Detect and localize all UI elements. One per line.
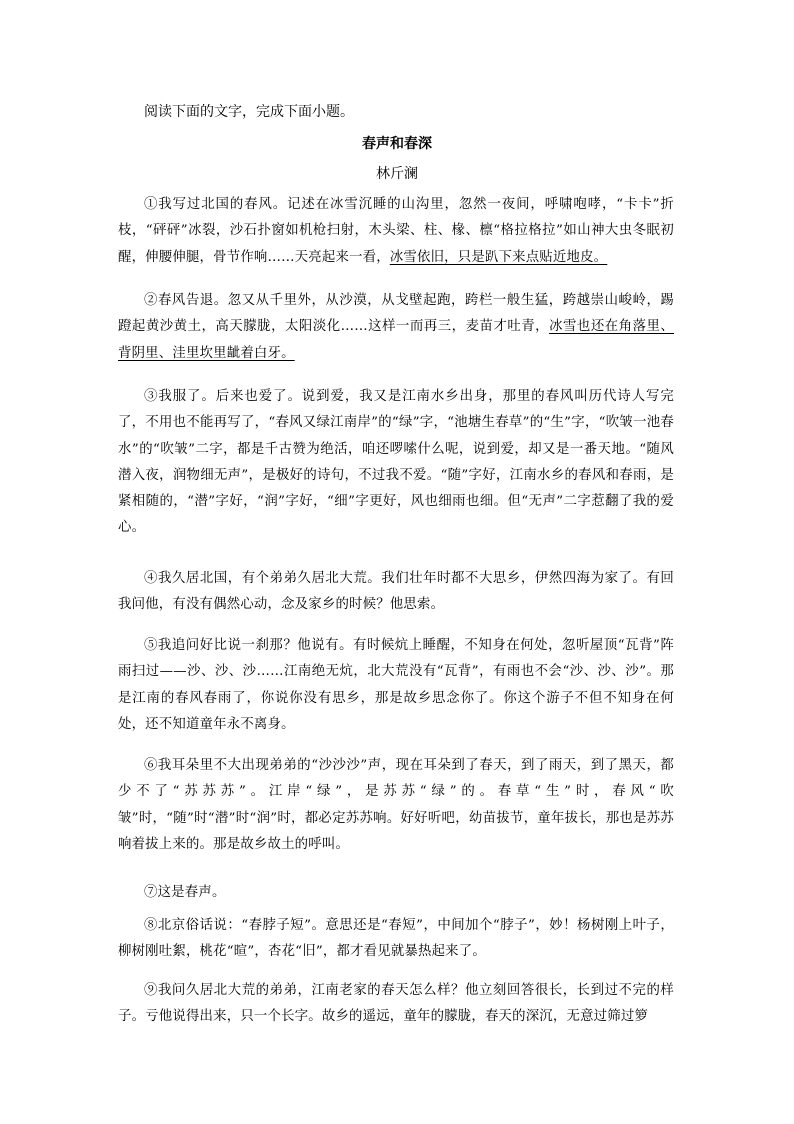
paragraph-8: ⑧北京俗话说：“春脖子短”。意思还是“春短”，中间加个“脖子”，妙！杨树刚上叶子，柳树刚吐絮，桃花“暄”，杏花“旧”，都才看见就暴热起来了。 bbox=[118, 918, 674, 960]
paragraph-9: ⑨我问久居北大荒的弟弟，江南老家的春天怎么样？他立刻回答很长，长到过不完的样子。亏他说得出来，只一个长字。故乡的遥远，童年的朦胧，春天的深沉，无意过筛过箩 bbox=[118, 983, 674, 1025]
paragraph-1: ①我写过北国的春风。记述在冰雪沉睡的山沟里，忽然一夜间，呼啸咆哮，“卡卡”折枝，“砰砰”冰裂，沙石扑窗如机枪扫射，木头梁、柱、椽、檩“格拉格拉”如山神大虫冬眠初醒，伸腰伸腿，骨节作响……天亮起来一看，冰雪依旧，只是趴下来点贴近地皮。 bbox=[118, 197, 674, 265]
article-author: 林斤澜 bbox=[376, 166, 418, 182]
paragraph-6: ⑥我耳朵里不大出现弟弟的“沙沙沙”声，现在耳朵到了春天，到了雨天，到了黑天，都少不了“苏苏苏”。江岸“绿”，是苏苏“绿”的。春草“生”时，春风“吹皱”时，“随”时“潜”时“润”时，都必定苏苏响。好好听吧，幼苗拔节，童年拔长，那也是苏苏响着拔上来的。那是故乡故土的呼叫。 bbox=[118, 758, 674, 852]
reading-instruction: 阅读下面的文字，完成下面小题。 bbox=[144, 104, 354, 120]
article-title: 春声和春深 bbox=[362, 136, 432, 152]
paragraph-5: ⑤我追问好比说一刹那？他说有。有时候炕上睡醒，不知身在何处，忽听屋顶“瓦背”阵雨扫过——沙、沙、沙……江南绝无炕，北大荒没有“瓦背”，有雨也不会“沙、沙、沙”。那是江南的春风春雨了，你说你没有思乡，那是故乡思念你了。你这个游子不但不知身在何处，还不知道童年永不离身。 bbox=[118, 638, 674, 732]
paragraph-3: ③我服了。后来也爱了。说到爱，我又是江南水乡出身，那里的春风叫历代诗人写完了，不用也不能再写了，“春风又绿江南岸”的“绿”字，“池塘生春草”的“生”字，“吹皱一池春水”的“吹皱”二字，都是千古赞为绝活，咱还啰嗦什么呢，说到爱，却又是一番天地。“随风潜入夜，润物细无声”，是极好的诗句，不过我不爱。“随”字好，江南水乡的春风和春雨，是紧相随的，“潜”字好，“润”字好，“细”字更好，风也细雨也细。但“无声”二字惹翻了我的爱心。 bbox=[118, 389, 674, 536]
paragraph-4: ④我久居北国，有个弟弟久居北大荒。我们壮年时都不大思乡，伊然四海为家了。有回我问他，有没有偶然心动，念及家乡的时候？他思索。 bbox=[118, 571, 674, 613]
paragraph-2: ②春风告退。忽又从千里外，从沙漠，从戈壁起跑，跨栏一般生猛，跨越崇山峻岭，踢蹬起黄沙黄土，高天朦胧，太阳淡化……这样一而再三，麦苗才吐青，冰雪也还在角落里、背阴里、洼里坎里龇着白牙。 bbox=[118, 293, 674, 361]
paragraph-7: ⑦这是春声。 bbox=[144, 885, 226, 900]
underlined-sentence-2: 冰雪也还在角落里、背阴里、洼里坎里龇着白牙。 bbox=[118, 319, 674, 361]
underlined-sentence-1: 冰雪依旧，只是趴下来点贴近地皮。 bbox=[389, 249, 608, 265]
